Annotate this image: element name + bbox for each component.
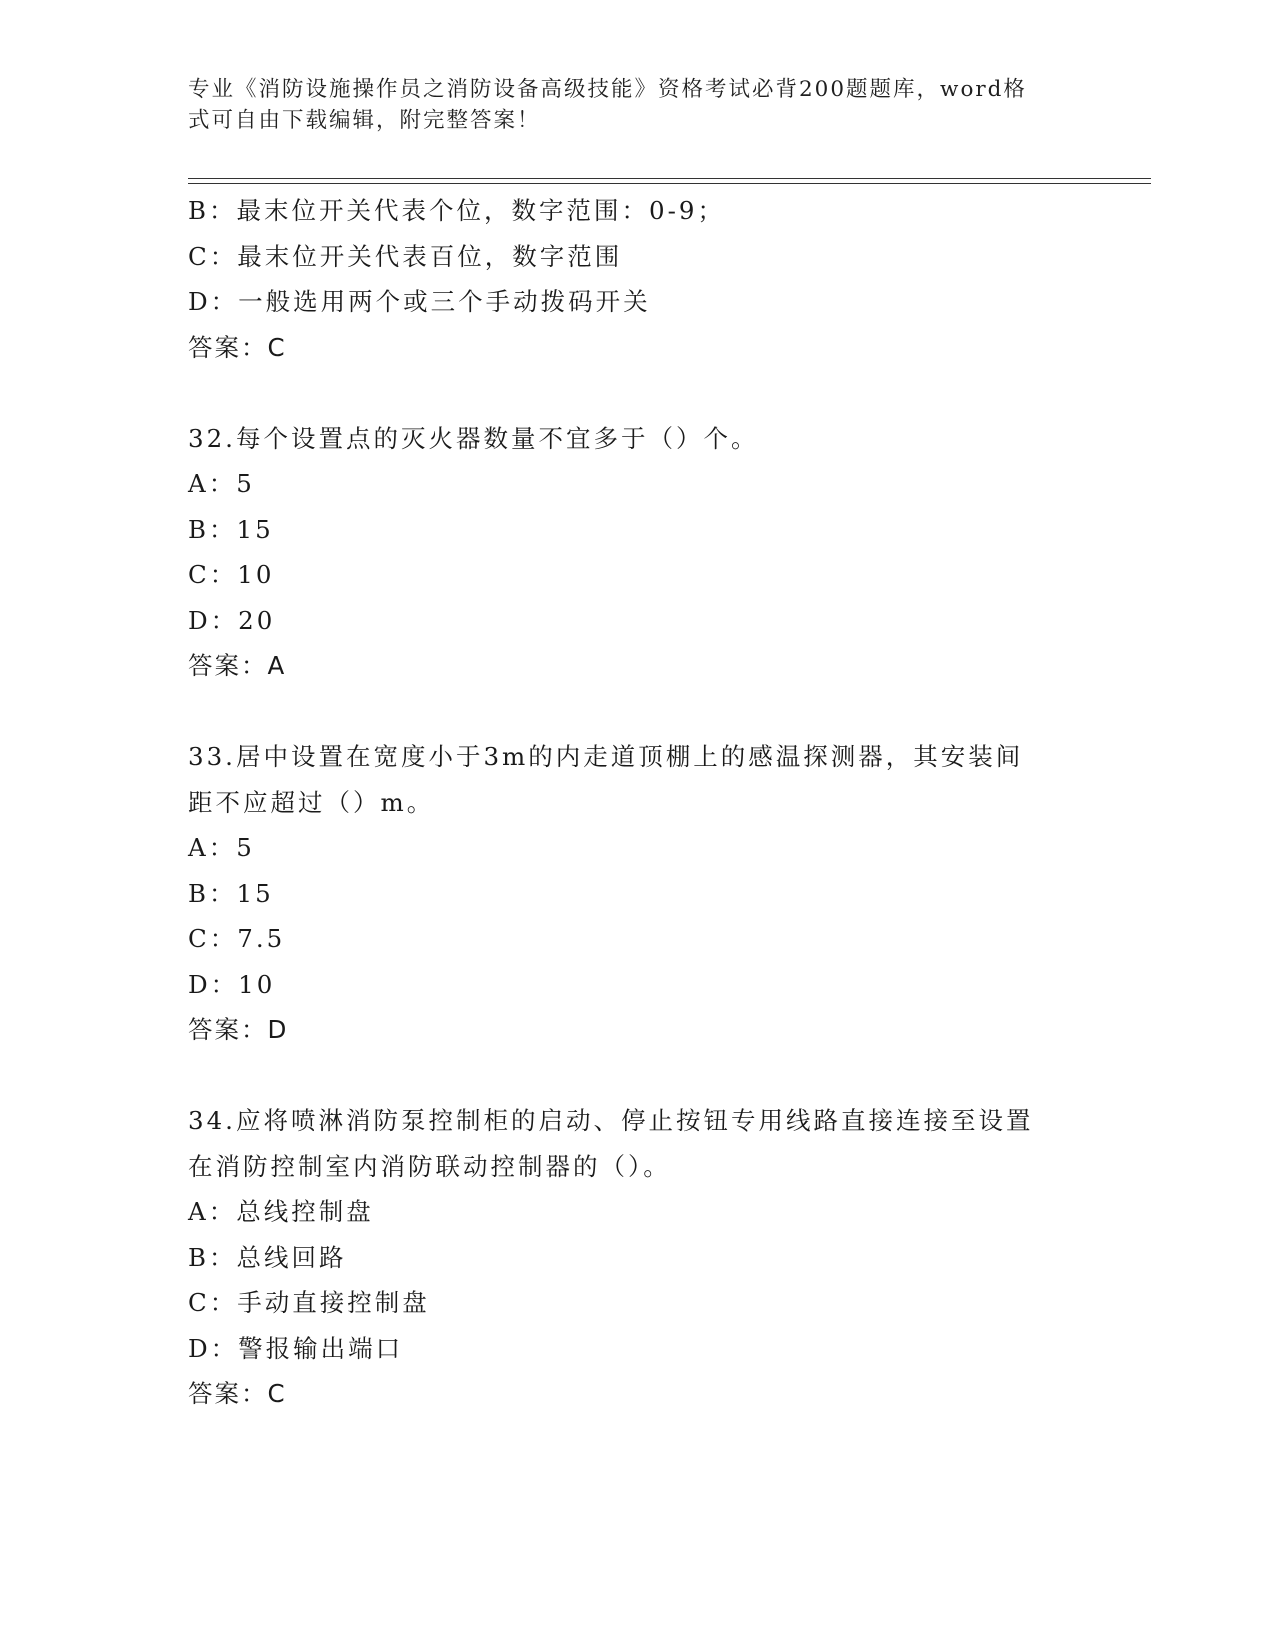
option-c: C：手动直接控制盘 [188, 1288, 430, 1317]
option-a: A：5 [188, 833, 255, 862]
option-b: B：总线回路 [188, 1242, 347, 1272]
question-text-line-1: 34.应将喷淋消防泵控制柜的启动、停止按钮专用线路直接连接至设置 [188, 1106, 1034, 1135]
header-divider-top [188, 178, 1151, 179]
question-34 [188, 1098, 1088, 1417]
question-text-line-2: 在消防控制室内消防联动控制器的（）。 [188, 1151, 671, 1181]
option-d: D：20 [188, 605, 276, 635]
answer-line: 答案：A [188, 651, 287, 680]
answer-line: 答案：C [188, 332, 287, 362]
option-a: A：总线控制盘 [188, 1197, 374, 1226]
option-d: D：警报输出端口 [188, 1333, 404, 1363]
header-line-1: 专业《消防设施操作员之消防设备高级技能》资格考试必背200题题库，word格 [188, 77, 1027, 102]
option-a: A：5 [188, 469, 255, 498]
question-33 [188, 734, 1088, 1053]
option-d: D：一般选用两个或三个手动拨码开关 [188, 287, 651, 316]
option-c: C：10 [188, 560, 275, 589]
option-b: B：最末位开关代表个位，数字范围：0-9； [188, 196, 725, 225]
question-text-line-1: 33.居中设置在宽度小于3m的内走道顶棚上的感温探测器，其安装间 [188, 742, 1024, 771]
spacer [188, 1053, 1088, 1099]
document-header [188, 74, 1068, 136]
spacer [188, 370, 1088, 416]
option-c: C：7.5 [188, 924, 286, 953]
question-31-continuation [188, 188, 1088, 370]
question-text-line-2: 距不应超过（）m。 [188, 787, 435, 817]
option-b: B：15 [188, 878, 274, 908]
question-list [188, 188, 1088, 1417]
option-c: C：最末位开关代表百位，数字范围 [188, 241, 623, 271]
spacer [188, 689, 1088, 735]
header-divider-bottom [188, 183, 1151, 184]
header-line-2: 式可自由下载编辑，附完整答案！ [188, 108, 541, 133]
option-b: B：15 [188, 514, 274, 544]
question-32 [188, 416, 1088, 689]
answer-line: 答案：D [188, 1015, 289, 1044]
answer-line: 答案：C [188, 1379, 287, 1408]
question-text: 32.每个设置点的灭火器数量不宜多于（）个。 [188, 423, 759, 453]
option-d: D：10 [188, 969, 276, 999]
